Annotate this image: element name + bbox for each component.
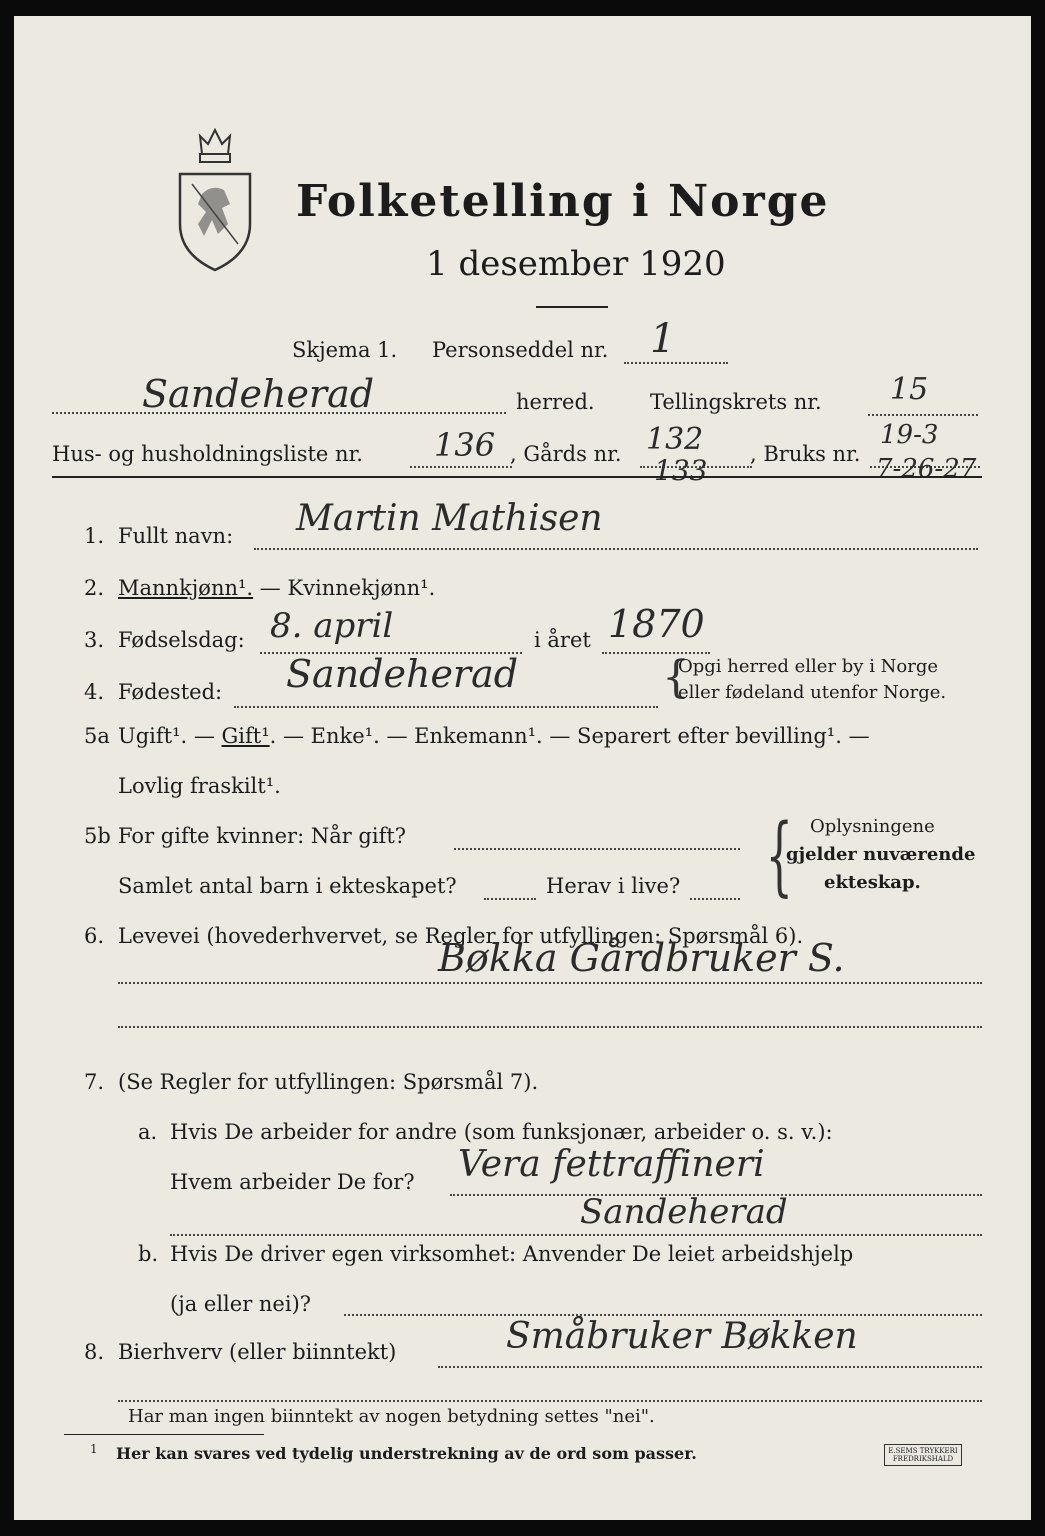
hus-dots (410, 466, 512, 468)
footer-note: Har man ingen biinntekt av nogen betydning settes "nei". (128, 1406, 655, 1427)
q7a-number: a. (138, 1120, 158, 1144)
gards-label: , Gårds nr. (510, 442, 622, 466)
q1-label: Fullt navn: (118, 524, 234, 548)
q3-value: 8. april (270, 606, 394, 646)
q2-row (118, 576, 435, 600)
q4-note-line-1: Opgi herred eller by i Norge (678, 656, 939, 677)
gards-value-1: 132 (646, 422, 704, 457)
tellingskrets-dots (868, 414, 978, 416)
q7a-dots-2 (170, 1234, 982, 1236)
hus-label: Hus- og husholdningsliste nr. (52, 442, 363, 466)
q2-female-option: Kvinnekjønn¹. (287, 576, 436, 600)
personseddel-dots (624, 362, 728, 364)
q2-male-option: Mannkjønn¹. (118, 576, 254, 600)
herred-value: Sandeherad (142, 372, 375, 416)
q3-label: Fødselsdag: (118, 628, 245, 652)
q4-value: Sandeherad (286, 652, 519, 696)
q8-value: Småbruker Bøkken (506, 1316, 858, 1357)
footer-divider (64, 1434, 264, 1435)
bruks-value-1: 19-3 (880, 420, 939, 450)
hus-value: 136 (434, 426, 496, 464)
q3-year-value: 1870 (608, 602, 705, 646)
q7a-value-2: Sandeherad (580, 1192, 788, 1232)
q4-label: Fødested: (118, 680, 223, 704)
q7a-line-1: Hvis De arbeider for andre (som funksjonær, arbeider o. s. v.): (170, 1120, 833, 1144)
bruks-value-2: 7-26-27 (876, 454, 977, 484)
herred-label: herred. (516, 390, 595, 414)
census-form-page (14, 16, 1031, 1520)
q5b-note-brace: { (765, 806, 794, 906)
q3-year-label: i året (534, 628, 591, 652)
q5a-ugift: Ugift¹. — (118, 724, 222, 748)
q5b-line-2: Samlet antal barn i ekteskapet? (118, 874, 457, 898)
q5b-note-line-2: gjelder nuværende (786, 844, 976, 865)
q5a-line-2: Lovlig fraskilt¹. (118, 774, 281, 798)
q4-note-brace: { (662, 652, 690, 703)
q6-extra-dots (118, 1026, 982, 1028)
form-date: 1 desember 1920 (426, 244, 726, 284)
q1-dots (254, 548, 978, 550)
q7a-line-2: Hvem arbeider De for? (170, 1170, 415, 1194)
q6-value: Bøkka Gårdbruker S. (438, 936, 845, 980)
q3-year-dots (602, 652, 710, 654)
q8-dots (438, 1366, 982, 1368)
schema-label: Skjema 1. (292, 338, 398, 362)
q5b-note-line-3: ekteskap. (824, 872, 921, 893)
form-title: Folketelling i Norge (296, 176, 830, 227)
q7-label: (Se Regler for utfyllingen: Spørsmål 7). (118, 1070, 539, 1094)
q7-number: 7. (84, 1070, 105, 1094)
q8-extra-dots (118, 1400, 982, 1402)
footnote-text: Her kan svares ved tydelig understrekning av de ord som passer. (116, 1444, 697, 1463)
q5a-number: 5a (84, 724, 110, 748)
q5a-gift-option: Gift¹ (221, 724, 270, 748)
personseddel-value: 1 (650, 316, 676, 362)
q2-separator: — (253, 576, 288, 600)
q8-label: Bierhverv (eller biinntekt) (118, 1340, 397, 1364)
q5b-number: 5b (84, 824, 111, 848)
q7b-number: b. (138, 1242, 159, 1266)
q5b-line-1-dots (454, 848, 740, 850)
bruks-label: , Bruks nr. (750, 442, 861, 466)
header-rule (52, 476, 982, 478)
title-divider (536, 306, 608, 308)
personseddel-label: Personseddel nr. (432, 338, 609, 362)
tellingskrets-label: Tellingskrets nr. (650, 390, 822, 414)
q7b-line-1: Hvis De driver egen virksomhet: Anvender De leiet arbeidshjelp (170, 1242, 854, 1266)
q7a-value-1: Vera fettraffineri (458, 1144, 765, 1185)
tellingskrets-value: 15 (890, 372, 929, 407)
q5a-line-1 (118, 724, 870, 748)
q5b-line-2-dots (484, 898, 536, 900)
q1-value: Martin Mathisen (296, 498, 603, 539)
q7b-line-2: (ja eller nei)? (170, 1292, 312, 1316)
q5b-line-1: For gifte kvinner: Når gift? (118, 824, 407, 848)
footnote-mark: 1 (90, 1442, 98, 1456)
q4-number: 4. (84, 680, 105, 704)
q3-number: 3. (84, 628, 105, 652)
q2-number: 2. (84, 576, 105, 600)
coat-of-arms-emblem (172, 124, 258, 274)
printer-stamp: E.SEMS TRYKKERI FREDRIKSHALD (884, 1444, 962, 1466)
gards-value-2: 133 (654, 454, 708, 487)
q4-dots (234, 706, 658, 708)
q6-answer-dots (118, 982, 982, 984)
q5a-rest: . — Enke¹. — Enkemann¹. — Separert efter bevilling¹. — (269, 724, 870, 748)
q5b-note-line-1: Oplysningene (810, 816, 935, 837)
q6-label: Levevei (hovederhvervet, se Regler for utfyllingen: Spørsmål 6). (118, 924, 804, 948)
q4-note-line-2: eller fødeland utenfor Norge. (678, 682, 947, 703)
q5b-herav-dots (690, 898, 740, 900)
q8-number: 8. (84, 1340, 105, 1364)
q1-number: 1. (84, 524, 105, 548)
q5b-herav-label: Herav i live? (546, 874, 681, 898)
q6-number: 6. (84, 924, 105, 948)
